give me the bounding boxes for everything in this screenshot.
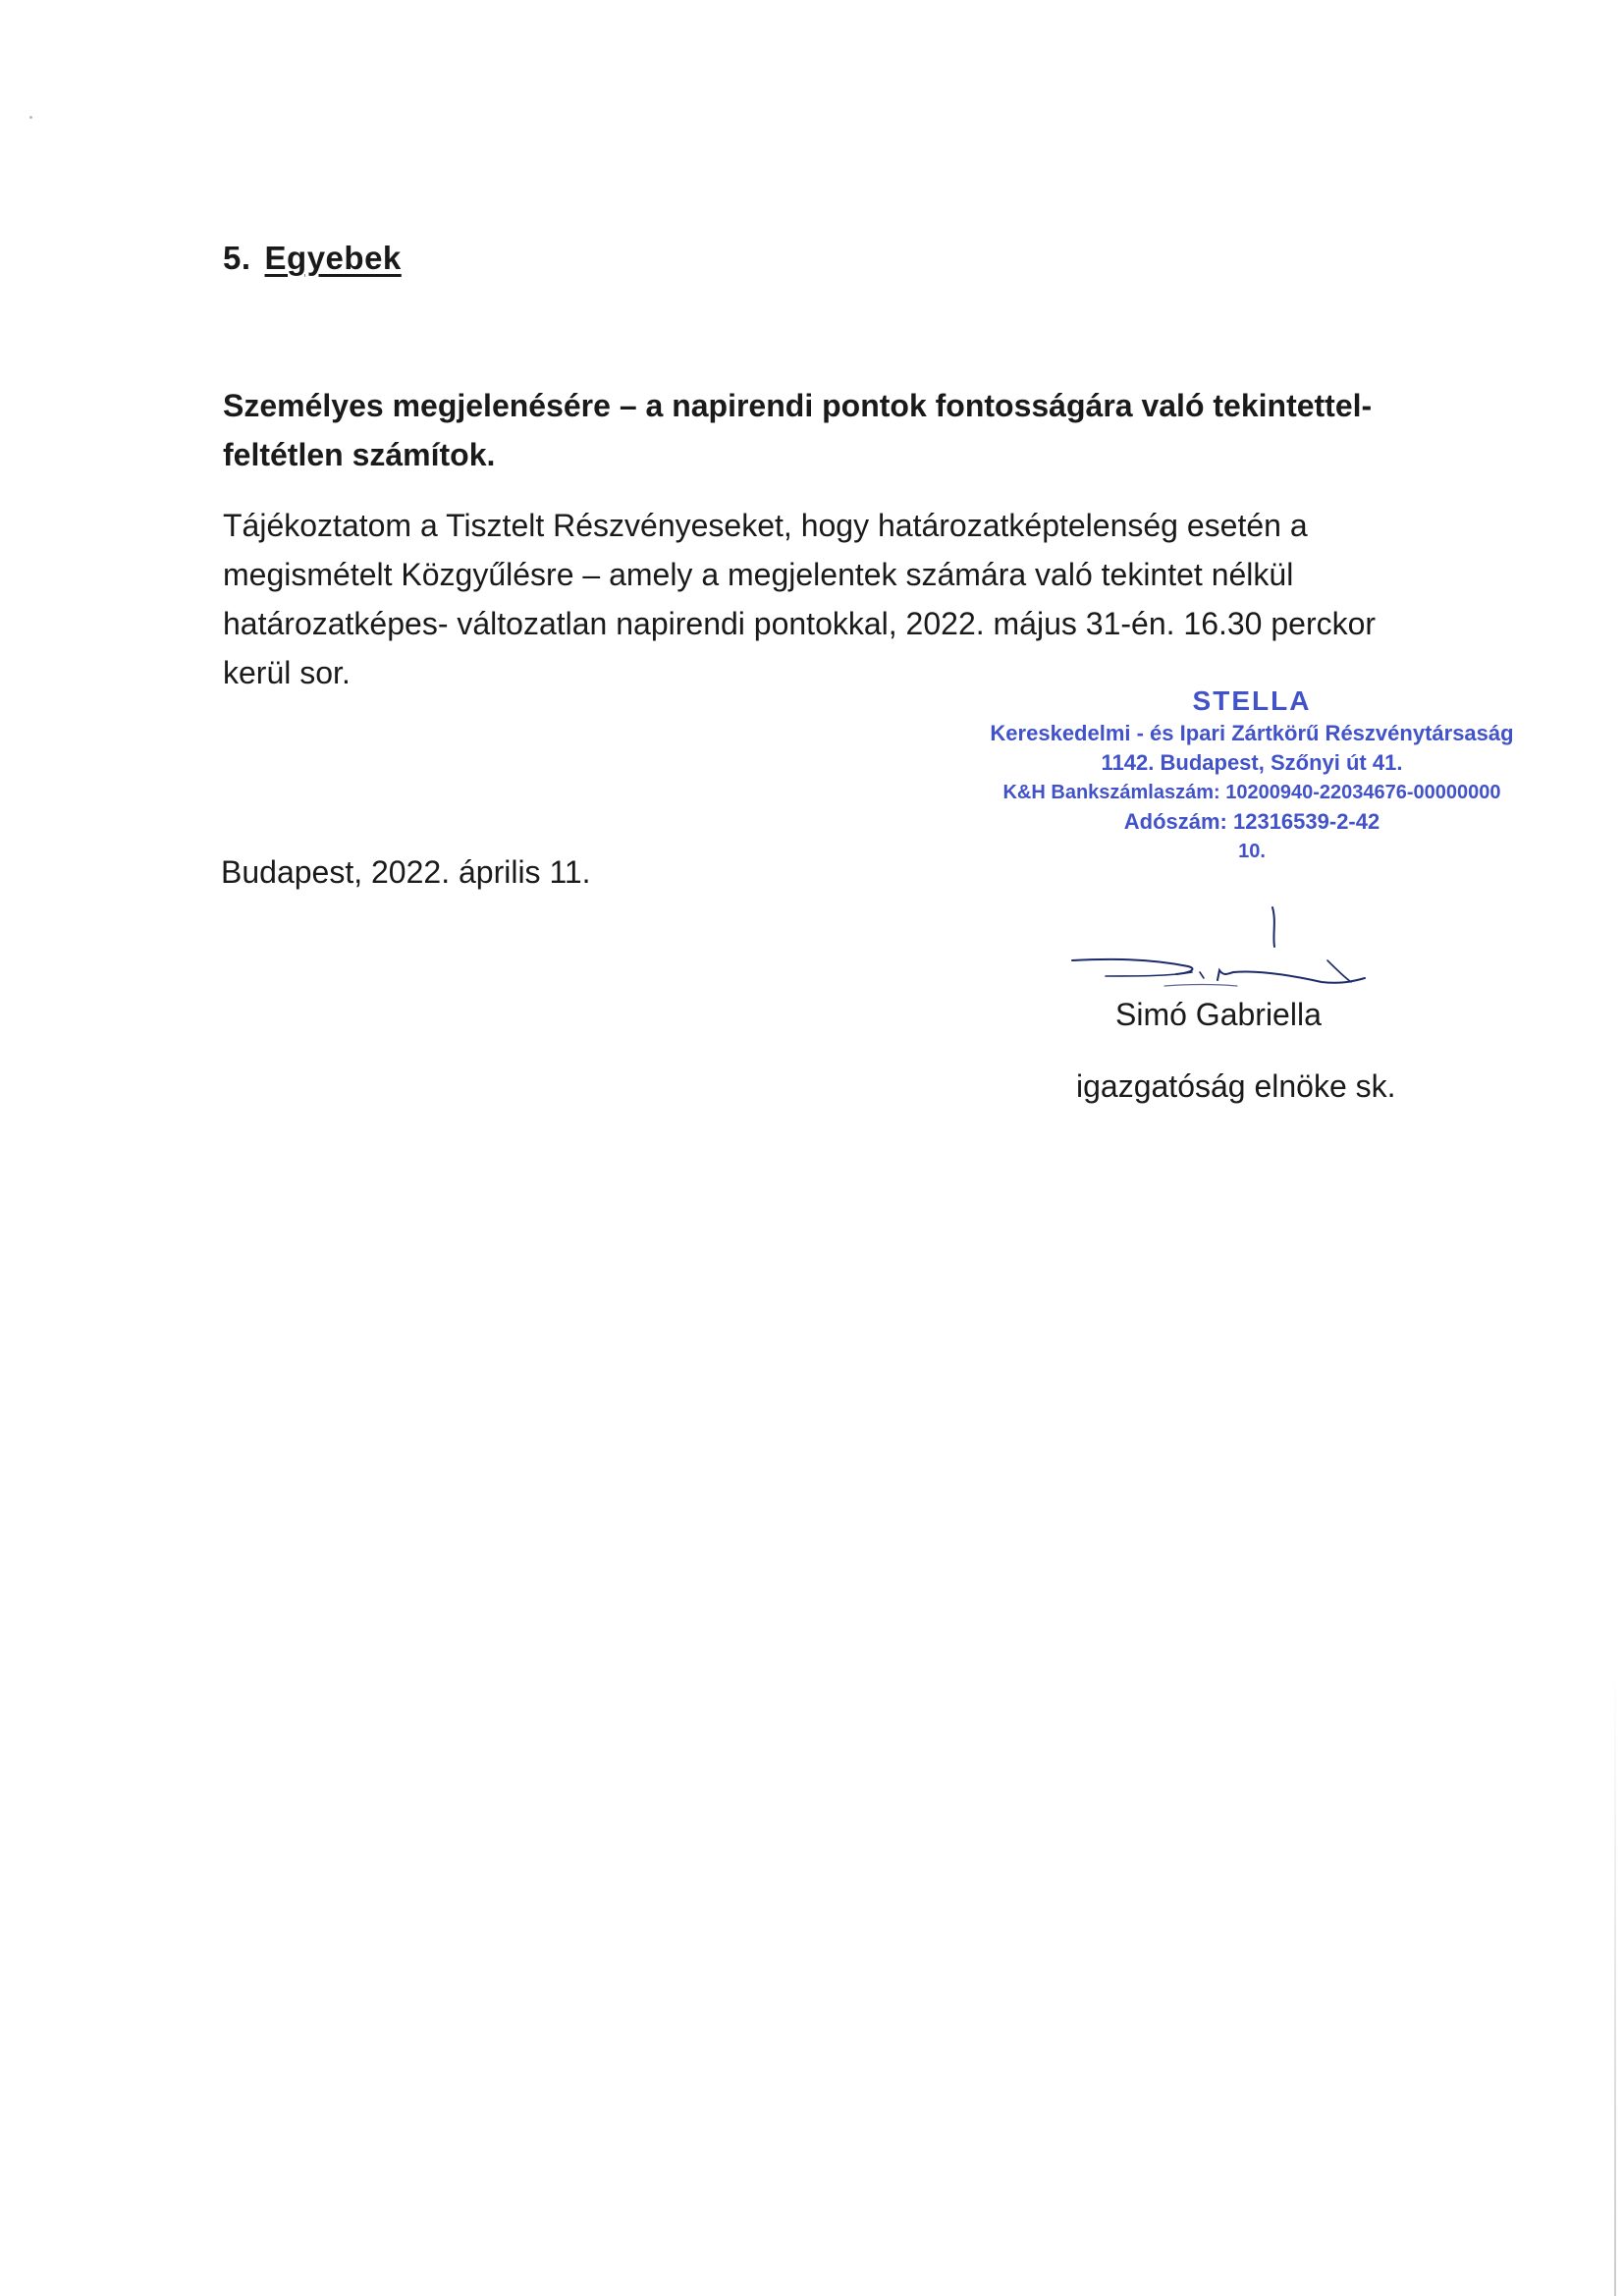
stamp-company-name: STELLA xyxy=(1192,685,1312,716)
attendance-request-paragraph: Személyes megjelenésére – a napirendi pontok fontosságára való tekintettel- feltétlen számítok. xyxy=(223,388,1373,472)
handwritten-signature xyxy=(1070,903,1394,1002)
stamp-tax-number: Adószám: 12316539-2-42 xyxy=(1123,809,1380,834)
scan-edge-shadow xyxy=(1614,1669,1616,2296)
stamp-address: 1142. Budapest, Szőnyi út 41. xyxy=(1101,750,1403,775)
company-stamp xyxy=(923,683,1581,866)
scan-artifact xyxy=(29,116,32,119)
stamp-company-type: Kereskedelmi - és Ipari Zártkörű Részvénytársaság xyxy=(990,721,1514,745)
section-number: 5. xyxy=(223,240,251,276)
signer-name: Simó Gabriella xyxy=(1115,997,1322,1032)
section-title: Egyebek xyxy=(264,240,402,276)
stamp-bank-account: K&H Bankszámlaszám: 10200940-22034676-00000000 xyxy=(1002,782,1501,803)
repeated-meeting-notice-paragraph: Tájékoztatom a Tisztelt Részvényeseket, hogy határozatképtelenség esetén a megismételt Közgyűlésre – amely a megjelentek számára való tekintet nélkül határozatképes- változatlan napirendi pontokkal, 2022. május 31-én. 16.30 perckor kerül sor. xyxy=(223,508,1377,690)
place-and-date: Budapest, 2022. április 11. xyxy=(221,854,591,890)
section-heading xyxy=(223,240,402,277)
stamp-number: 10. xyxy=(1238,841,1266,862)
signer-title: igazgatóság elnöke sk. xyxy=(1076,1068,1396,1104)
